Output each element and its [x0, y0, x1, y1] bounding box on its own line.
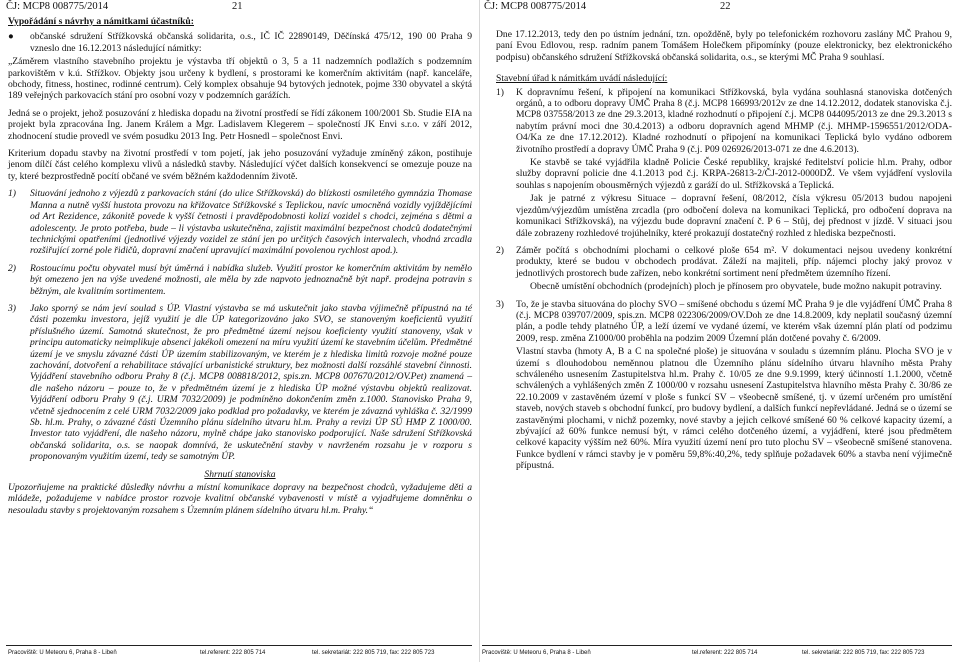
page-header-ref: ČJ: MCP8 008775/2014	[484, 1, 587, 12]
response-paragraph: K dopravnímu řešení, k připojení na komunikaci Střížkovská, byla vydána souhlasná stanoviska dotčených orgánů, a to odboru dopravy ÚMČ Praha 8 (č.j. MCP8 166993/2012v ze dne 14.12.2012, dodatek stanoviska č.j. MCP8 037558/2013 ze dne 29.3.2013, kladné rozhodnutí o připojení č.j. MCP8 044095/2013 ze dne 29.3.2013 s nabytím právní moci dne 30.4.2013) a odboru dopravních agend MHMP (č.j. MHMP-1596551/2012/ODA-O4/Ka ze dne 17.12.2012). Kladné rozhodnutí o připojení na komunikaci Teplická bylo vydáno odborem životního prostředí a dopravy ÚMČ Praha 9 (č.j. P09 026926/2013-071 ze dne 4.6.2013).	[516, 86, 952, 155]
footer-office: Pracoviště: U Meteoru 6, Praha 8 - Libeň	[482, 650, 591, 656]
objection-text: Jako sporný se nám jeví soulad s ÚP. Vlastní výstavba se má uskutečnit jako stavba výjimečně přípustná na té části pozemku investora, jejíž využití je dle ÚP kategorizováno jako SVO, se stanoveným koeficientů využití příslušného území. Samotná skutečnost, že pro předmětné území nejsou koeficienty využití stanoveny, však v principu automaticky neimplikuje absenci jakékoli omezení na míru využití území ke stavebním účelům. Předmětné území je ve smyslu závazné části ÚP územím stabilizovaným, ve kterém je z hlediska limitů rozvoje možné pouze zachování, dotvoření a rehabilitace stávající urbanistické struktury, bez možnosti další rozsáhlé stavební činnosti. Vyjádření stavebního odboru Prahy 8 (č.j. MCP8 008818/2012, spis.zn. MCP8 007670/2012/OV.Pet) znamená – dle našeho názoru – pouze to, že v předmětném území je z hlediska ÚP možné výstavbu objektů realizovat. Vyjádření odboru Prahy 9 (č.j. URM 7032/2009) je podmíněno dokončením změn z.1000. Stanovisko Praha 9, včetně sjednocením z celé URM 7032/2009 jako podklad pro požadavky, ve kterém je závazná vyhláška č. 32/1999 Sb. hl.m. Prahy, o závazné části Územního plánu sídelního útvaru hl.m. Prahy a revizi ÚP SÚ HMP Z 1000/00. Investor tato vyjádření, dle našeho názoru, mylně chápe jako stanovisko podporující. Naše sdružení Střížkovská občanská solidarita, o.s. se naopak domnívá, že uskutečnění stavby v navrženém rozsahu je v rozporu s proponovaným využitím území, tedy se samotným ÚP.	[30, 302, 472, 463]
footer-office: Pracoviště: U Meteoru 6, Praha 8 - Libeň	[8, 650, 117, 656]
summary-title: Shrnutí stanoviska	[204, 468, 276, 480]
response-paragraph: Jak je patrné z výkresu Situace – dopravní řešení, 08/2012, čísla výkresu 05/2013 budou napojeni vjezdům/výjezdům umístěna zrcadla (pro odbočení doleva na komunikaci Teplická, pro odbočení doprava na komunikaci Střížkovská), na výjezdu bude dopravní značení č. P 6 – Stůj, dej přednost v jízdě. V situaci jsou dále zobrazeny rozhledové trojúhelníky, které prokazují dostatečný rozhled z hlediska bezpečnosti.	[516, 193, 952, 239]
page-header-number: 21	[232, 1, 243, 12]
response-number: 3)	[496, 298, 504, 310]
bullet-icon: ●	[8, 31, 14, 43]
objection-item	[8, 303, 472, 463]
para-criterion: Kriterium dopadu stavby na životní prostředí v tom pojetí, jak jeho posuzování vyžaduje zmíněný zákon, postihuje jenom dílčí část celého komplexu vlivů a následků stavby. Následující výčet dalších konsekvencí se omezuje pouze na ty, které bezprostředně pocítí občané ve svém běžném každodenním životě.	[8, 148, 472, 182]
objection-number: 3)	[8, 302, 16, 314]
summary-text: Upozorňujeme na praktické důsledky návrhu a místní komunikace dopravy na bezpečnost chodců, vyžadujeme děti a mládeže, požadujeme v nabídce prostor rozvoje kvalitní občanské vybavenosti v místě a vyjadřujeme domněnku o nesouladu stavby s projektovaným rozsahem s Územním plánem sídelního útvaru hl.m. Prahy.“	[8, 482, 472, 516]
response-paragraph: Obecně umístění obchodních (prodejních) ploch je přínosem pro obyvatele, bude možno nakupit potraviny.	[530, 281, 942, 293]
footer-secretariat: tel. sekretariát: 222 805 719, fax: 222 805 723	[312, 650, 435, 656]
objection-text: Situování jednoho z výjezdů z parkovacích stání (do ulice Střížkovská) do blízkosti osmiletého gymnázia Thomase Manna a nutně vyšší hustota provozu na křižovatce Střížkovské s Teplickou, navíc umocněná vozidly vyjíždějícími od Art Rezidence, zákonitě povede k vyšší četnosti i pravděpodobnosti kolizí vozidel s chodci, zejména s dětmi a adolescenty. Je proto potřeba, bude – li výstavba uskutečněna, zajistit maximální bezpečnost chodců dodatečnými technickými opatřeními (jednotlivé výjezdy vozidel ze stání jen po určitých časových intervalech, vhodná zrcadla rozšiřující zorné pole řidičů, dopravní značení upravující maximální povolenou rychlost apod.).	[30, 188, 472, 257]
response-item	[496, 299, 952, 472]
response-paragraph: To, že je stavba situována do plochy SVO – smíšené obchodu s území MČ Praha 9 je dle vyjádření ÚMČ Praha 8 (č.j. MCP8 039707/2009, spis.zn. MCP8 022306/2009/OV.Doh ze dne 14.8.2009, kdy neplatil současný územní plán, a podle tehdy platného ÚP, a leží území ve vydané území, ve kterém však územní plán platí od podzimu 2009, resp. změna Z1000/00 proběhla na podzim 2009 Územní plán dotčené povahy č. 6/2009.	[516, 298, 952, 344]
para-eia: Jedná se o projekt, jehož posuzování z hlediska dopadu na životní prostředí se řídí zákonem 100/2001 Sb. Studie EIA na projekt byla zpracována Ing. Janem Králem a Mgr. Ladislavem Klegerem – společností JK Envi s.r.o. v září 2012, zhodnocení studie provedl ve svém posudku 2013 Ing. Petr Hosnedl – společnost Envi.	[8, 107, 472, 142]
response-paragraph: Ke stavbě se také vyjádřila kladně Policie České republiky, krajské ředitelství policie hl.m. Prahy, odbor služby dopravní policie dne 4.1.2013 pod č.j. KRPA-26813-2/ČJ-2012-0000DŽ. Ve všem vyjádření vyslovila souhlas s napojením obousměrných výjezdů z garáží do ul. Střížkovská a Teplická.	[516, 157, 952, 191]
bullet-item	[8, 31, 472, 54]
section-title: Vypořádání s návrhy a námitkami účastníků:	[8, 16, 194, 27]
footer-secretariat: tel. sekretariát: 222 805 719, fax: 222 805 723	[802, 650, 925, 656]
bullet-text: občanské sdružení Střížkovská občanská solidarita, o.s., IČ IČ 22890149, Děčínská 475/12, 190 00 Praha 9 vzneslo dne 16.12.2013 následující námitky:	[30, 31, 472, 54]
intro-paragraph: Dne 17.12.2013, tedy den po ústním jednání, tzn. opožděně, byly po telefonickém rozhovoru zaslány MČ Prahou 9, paní Evou Edlovou, resp. radním panem Tomášem Holečkem připomínky (pouze elektronicky, bez elektronického podpisu) občanského sdružení Střížkovská občanská solidarita, o.s., se kterými MČ Praha 9 souhlasí.	[496, 29, 952, 63]
response-number: 1)	[496, 86, 504, 98]
objection-item	[8, 263, 472, 297]
footer-rule	[482, 645, 952, 646]
page-header-number: 22	[720, 1, 731, 12]
footer-tel: tel.referent: 222 805 714	[200, 650, 266, 656]
left-page-content	[8, 16, 472, 522]
right-page	[480, 0, 960, 662]
right-page-content	[496, 29, 952, 478]
page-header-ref: ČJ: MCP8 008775/2014	[6, 1, 109, 12]
objection-item	[8, 188, 472, 256]
response-number: 2)	[496, 244, 504, 256]
footer-tel: tel.referent: 222 805 714	[692, 650, 758, 656]
response-paragraph: Záměr počítá s obchodními plochami o celkové ploše 654 m². V dokumentaci nejsou uvedeny konkrétní produkty, které se budou v obchodech prodávat. Záleží na majiteli, příp. nájemci plochy jaký provoz v jednotlivých prostorech bude zařízen, nebo konkrétní sortiment není předmětem územního řízení.	[516, 244, 952, 279]
objection-text: Rostoucímu počtu obyvatel musí být úměrná i nabídka služeb. Využití prostor ke komerčním aktivitám by nemělo být omezeno jen na výše uvedené možnosti, ale měla by zde napvoto jednoznačně být např. prodejna potravin s běžným, ale kvalitním sortimentem.	[30, 262, 472, 297]
response-item	[496, 87, 952, 239]
objection-number: 2)	[8, 262, 16, 274]
response-item	[496, 245, 952, 293]
objection-number: 1)	[8, 188, 16, 200]
response-paragraph: Vlastní stavba (hmoty A, B a C na společné ploše) je situována v souladu s územním plánu. Plocha SVO je v území s dlouhodobou neměnnou platnou dle Územního plánu sídelního útvaru hlavního města Prahy schváleného usnesením Zastupitelstva hl.m. Prahy č. 10/05 ze dne 9.9.1999, který účinností 1.1.2000, včetně schválených a vyhlášených změn Z 1000/00 v rozsahu usnesení Zastupitelstva hlavního města Prahy č. 30/86 ze 22.10.2009 v zastavěném území v ploše s funkcí SV – všeobecně smíšené, tj. v území určeném pro umístění staveb, nových staveb s obchodní funkcí, pro budovy bydlení, a dalších funkcí nepřevládané. Jedná se o území se zastavěnými plochami, v nichž pozemky, nové stavby a jejich celkové smíšené 60 % celkové kapacity území, a zbývající až 60% funkce nemusí být, v rámci celého dotčeného území, a vyjádření, které jsou předmětem celkové kapacity výšším než 60%. Míra využití území není pro tuto plochu SV – všeobecně smíšené stanovena. Funkce bydlení v rámci stavby je v poměru 59,8%:40,2%, tedy splňuje požadavek 60% a stavba není výjimečně přípustná.	[516, 346, 952, 472]
footer-rule	[6, 645, 472, 646]
office-title: Stavební úřad k námitkám uvádí následující:	[496, 73, 668, 85]
quote-intro: „Záměrem vlastního stavebního projektu je výstavba tří objektů o 3, 5 a 11 nadzemních podlažích s podzemním parkovištěm v k.ú. Střížkov. Objekty jsou určeny k bydlení, s prostorami ke komerčním aktivitám (např. kanceláře, obchody, fitness, hostinec, rodinné centrum). Celý komplex obsahuje 94 bytových jednotek, pojme 330 obyvatel a skýtá 189 veřejných parkovacích stání pro osobní vozy v podzemních garážích.	[8, 56, 472, 102]
